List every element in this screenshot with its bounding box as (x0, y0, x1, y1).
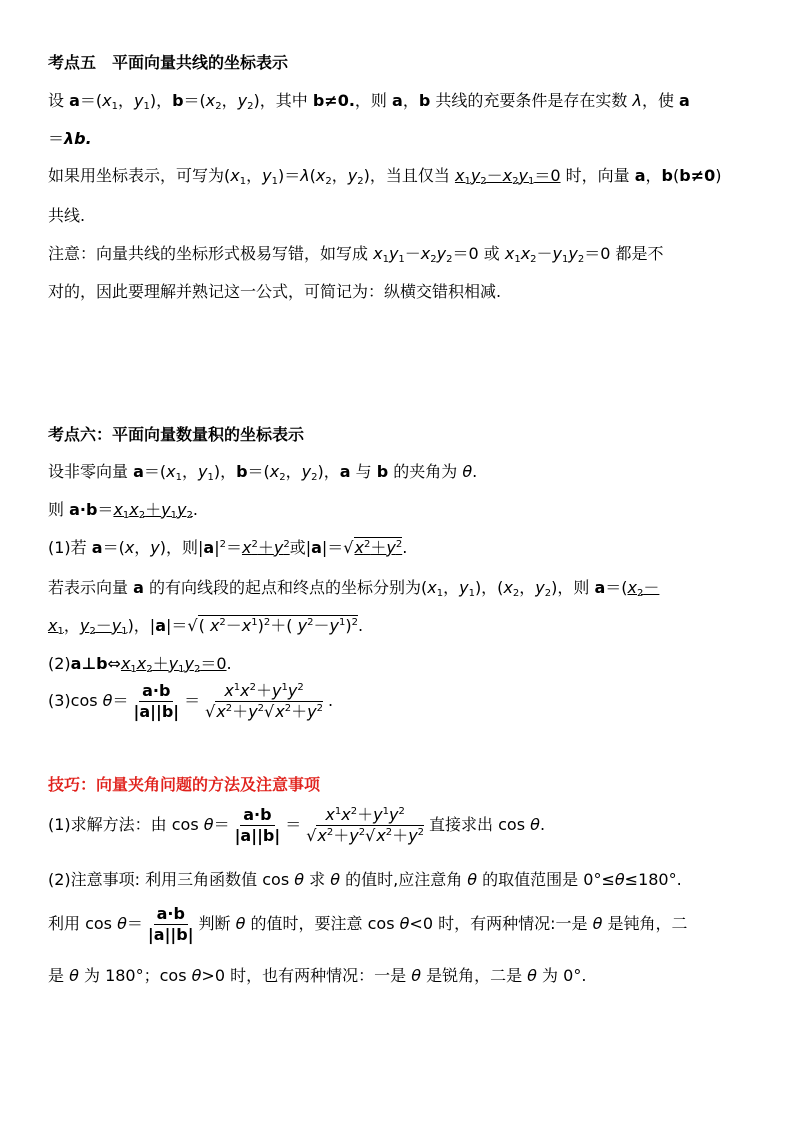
section6-line6: $(2)a\perp b\Leftrightarrow x_1x_2+y_1y_2=0$. (48, 654, 232, 675)
section5-line1: 设 $a=(x_1$，$y_1$)，$b=(x_2$，$y_2$)，其中 b≠0.，则 a，b 共线的充要条件是存在实数 λ，使 a (48, 91, 690, 112)
section5-line6: 对的，因此要理解并熟记这一公式，可简记为：纵横交错积相减. (48, 282, 502, 301)
section6-line5: $x_1$，$y_2-y_1$)，|a|＝√( $x^2-x^1)^2+$( $y^2-y^1)^2$. (48, 616, 364, 637)
section5-line3: 如果用坐标表示，可写为($x_1$，$y_1)=\lambda(x_2$，$y_2$)，当且仅当 $x_1y_2-x_2y_1=0$ 时，向量 a，b(b≠0) (48, 166, 722, 187)
tips-fraction-3: $\frac{a\cdot b}{|a||b|}$ (147, 904, 194, 944)
section5-line2: ＝λb. (48, 129, 92, 148)
cos-fraction-1: $\frac{a\cdot b}{|a||b|}$ (133, 681, 180, 721)
section6-line3: (1)若 a＝(x，y)，则$|a|^2=x^2+y^2$或$|a|=√x^2+y^2$. (48, 538, 408, 557)
tips-line3: 利用 cos θ＝ $\frac{a\cdot b}{|a||b|}$ 判断 θ 的值时，要注意 cos θ<0 时，有两种情况:一是 θ 是钝角，二 (48, 904, 688, 944)
cos-fraction-2: $\frac{x^1x^2+y^1y^2}{√x^2+y^2√x^2+y^2}$ (205, 681, 323, 721)
tips-line4: 是 θ 为 180°；cos θ>0 时，也有两种情况：一是 θ 是锐角，二是 θ 为 0°. (48, 966, 587, 985)
section5-title: 考点五 平面向量共线的坐标表示 (48, 53, 289, 72)
section6-line2: 则 $a\cdot b=x_1x_2+y_1y_2$. (48, 500, 198, 521)
section5-line4: 共线. (48, 206, 86, 225)
section6-line1: 设非零向量 $a=(x_1$，$y_1$)，$b=(x_2$，$y_2$)，a 与 b 的夹角为 θ. (48, 462, 478, 483)
collinear-condition: $x_1y_2-x_2y_1=0$ (454, 166, 561, 187)
tips-fraction-2: $\frac{x^1x^2+y^1y^2}{√x^2+y^2√x^2+y^2}$ (306, 805, 425, 845)
section6-line4: 若表示向量 a 的有向线段的起点和终点的坐标分别为($x_1$，$y_1$)，($x_2$，$y_2$)，则 $a=(x_2-$ (48, 578, 660, 599)
section6-line7: (3)cos θ＝ $\frac{a\cdot b}{|a||b|}$ ＝ $\frac{x^1x^2+y^1y^2}{√x^2+y^2√x^2+y^2}$ . (48, 681, 334, 721)
tips-line2: (2)注意事项: 利用三角函数值 cos θ 求 θ 的值时,应注意角 θ 的取值范围是 0°≤θ≤180°. (48, 870, 682, 889)
section6-title: 考点六：平面向量数量积的坐标表示 (48, 425, 305, 444)
tips-title: 技巧：向量夹角问题的方法及注意事项 (48, 775, 321, 794)
tips-fraction-1: $\frac{a\cdot b}{|a||b|}$ (234, 805, 281, 845)
section5-line5: 注意：向量共线的坐标形式极易写错，如写成 $x_1y_1-x_2y_2=0$ 或 $x_1x_2-y_1y_2=0$ 都是不 (48, 244, 664, 265)
tips-line1: (1)求解方法：由 cos θ＝ $\frac{a\cdot b}{|a||b|}$ ＝ $\frac{x^1x^2+y^1y^2}{√x^2+y^2√x^2+y^2}$ 直接求出 cos θ. (48, 805, 546, 845)
